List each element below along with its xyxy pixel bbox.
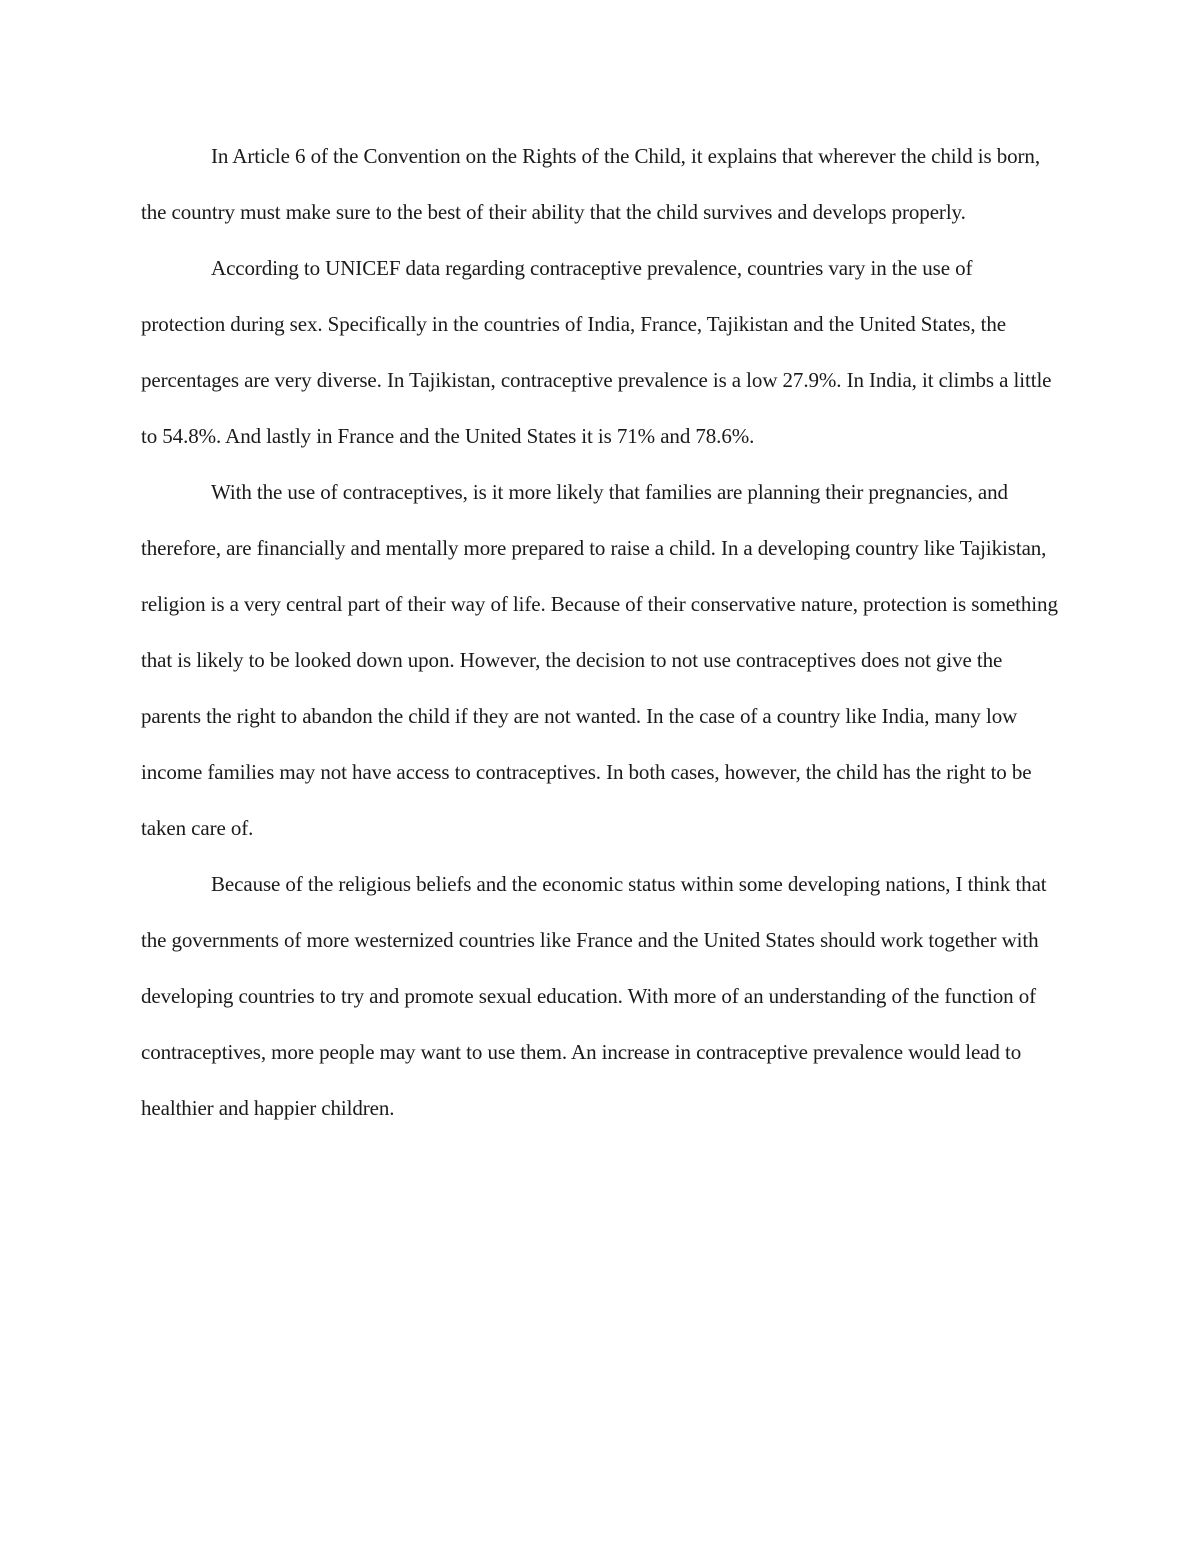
paragraph-unicef-data: According to UNICEF data regarding contraceptive prevalence, countries vary in the use of protection during sex. Specifically in the countries of India, France, Tajikistan and the United States, the percentages are very diverse. In Tajikistan, contraceptive prevalence is a low 27.9%. In India, it climbs a little to 54.8%. And lastly in France and the United States it is 71% and 78.6%. xyxy=(141,256,1052,448)
document-body xyxy=(141,128,1059,1136)
paragraph-conclusion: Because of the religious beliefs and the economic status within some developing nations, I think that the governments of more westernized countries like France and the United States should work together with developing countries to try and promote sexual education. With more of an understanding of the function of contraceptives, more people may want to use them. An increase in contraceptive prevalence would lead to healthier and happier children. xyxy=(141,872,1047,1120)
paragraph-contraceptive-use: With the use of contraceptives, is it more likely that families are planning their pregnancies, and therefore, are financially and mentally more prepared to raise a child. In a developing country like Tajikistan, religion is a very central part of their way of life. Because of their conservative nature, protection is something that is likely to be looked down upon. However, the decision to not use contraceptives does not give the parents the right to abandon the child if they are not wanted. In the case of a country like India, many low income families may not have access to contraceptives. In both cases, however, the child has the right to be taken care of. xyxy=(141,480,1058,840)
paragraph-article-6: In Article 6 of the Convention on the Rights of the Child, it explains that wherever the child is born, the country must make sure to the best of their ability that the child survives and develops properly. xyxy=(141,144,1040,224)
